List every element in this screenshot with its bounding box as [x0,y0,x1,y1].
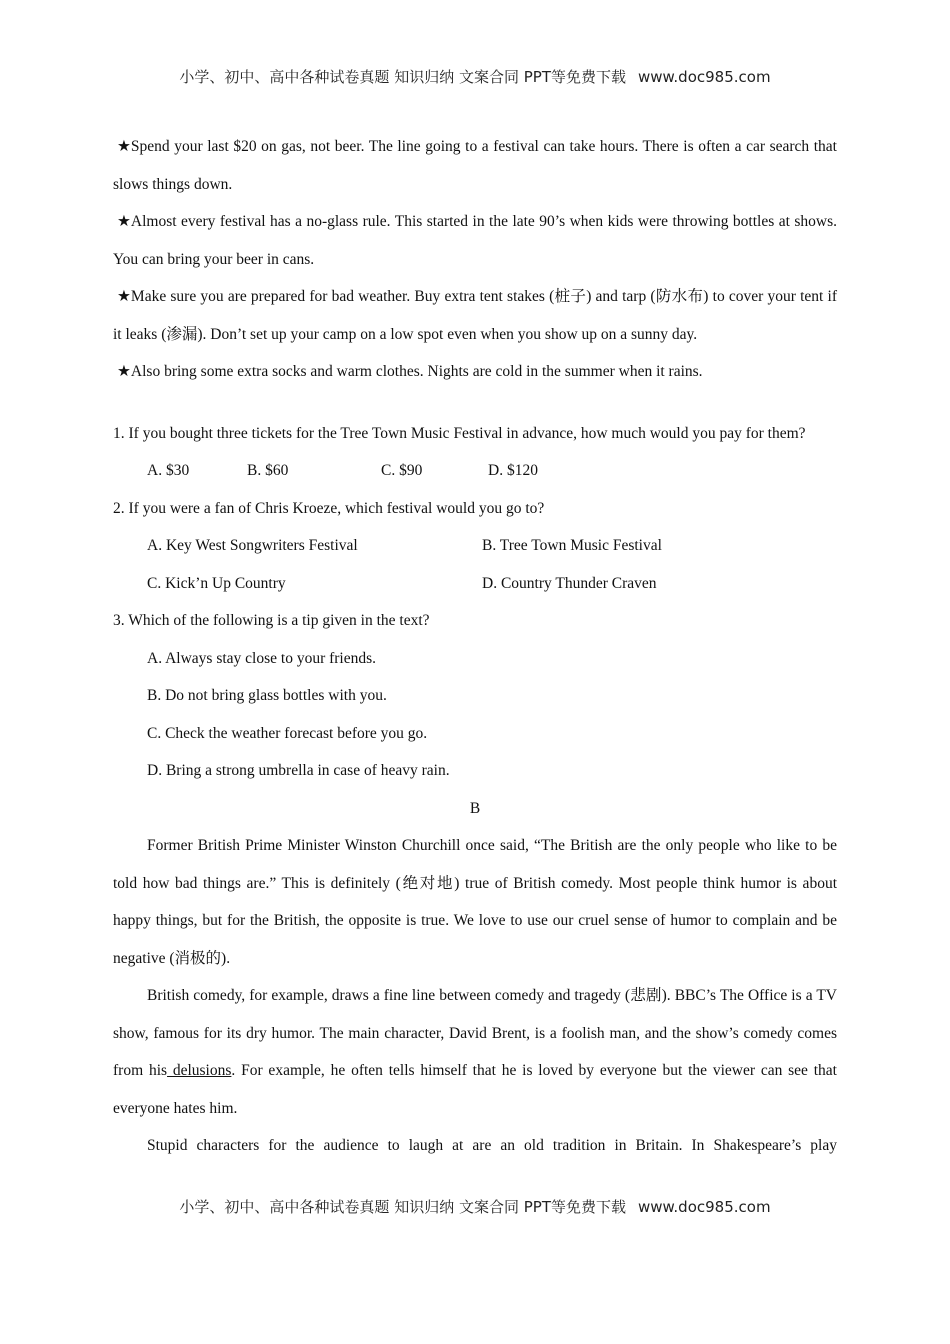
passage-paragraph-3: Stupid characters for the audience to laugh at are an old tradition in Britain. In Shakespeare’s play [147,1137,837,1154]
option-d: D. $120 [488,462,538,479]
option-b: B. $60 [247,462,289,479]
page-footer [0,1196,950,1217]
passage-paragraph-2 [113,977,837,1127]
question-3-options [147,640,837,790]
option-b: B. Do not bring glass bottles with you. [147,687,387,704]
star-icon: ★ [117,288,131,305]
tip-text: Spend your last $20 on gas, not beer. The line going to a festival can take hours. There is often a car search that slows things down. [113,138,837,193]
option-c: C. $90 [381,462,423,479]
document-body [113,128,837,1165]
question-1-stem: 1. If you bought three tickets for the Tree Town Music Festival in advance, how much would you pay for them? [113,424,806,442]
option-a: A. Key West Songwriters Festival [147,537,358,554]
tip-1 [113,128,837,203]
option-d: D. Country Thunder Craven [482,574,657,592]
option-a: A. $30 [147,462,190,479]
footer-text: 小学、初中、高中各种试卷真题 知识归纳 文案合同 PPT等免费下载 [179,1198,626,1216]
option-b: B. Tree Town Music Festival [482,537,662,554]
paragraph-text: British comedy, for example, draws a fine line between comedy and tragedy (悲剧). BBC’s The Office is a TV show, famous for its dry humor. The main character, David Brent, is a foolish man, and the show’s comedy comes from his [113,987,837,1079]
header-url[interactable]: www.doc985.com [637,68,771,86]
tip-text: Make sure you are prepared for bad weather. Buy extra tent stakes (桩子) and tarp (防水布) to cover your tent if it leaks (渗漏). Don’t set up your camp on a low spot even when you show up on a sunny day. [113,288,837,343]
footer-url[interactable]: www.doc985.com [637,1198,771,1216]
section-heading: B [469,799,481,817]
question-2-options [147,527,837,602]
passage-paragraph-1: Former British Prime Minister Winston Churchill once said, “The British are the only people who like to be told how bad things are.” This is definitely (绝对地) true of British comedy. Most people think humor is about happy things, but for the British, the opposite is true. We love to use our cruel sense of humor to complain and be negative (消极的). [113,837,837,967]
question-1-options [147,452,837,490]
tip-4 [113,353,837,391]
header-text: 小学、初中、高中各种试卷真题 知识归纳 文案合同 PPT等免费下载 [179,68,626,86]
underlined-word: delusions [167,1062,232,1079]
tip-3 [113,278,837,353]
question-2-stem: 2. If you were a fan of Chris Kroeze, which festival would you go to? [113,499,545,517]
paragraph-text: . For example, he often tells himself that he is loved by everyone but the viewer can see that everyone hates him. [113,1062,837,1117]
page-header [0,66,950,87]
tip-text: Also bring some extra socks and warm clothes. Nights are cold in the summer when it rains. [130,363,703,380]
question-3-stem: 3. Which of the following is a tip given in the text? [113,612,430,629]
star-icon: ★ [117,213,131,230]
tip-2 [113,203,837,278]
option-c: C. Kick’n Up Country [147,574,286,592]
option-d: D. Bring a strong umbrella in case of heavy rain. [147,762,450,779]
star-icon: ★ [117,138,131,155]
option-c: C. Check the weather forecast before you go. [147,724,428,742]
option-a: A. Always stay close to your friends. [147,649,377,667]
tip-text: Almost every festival has a no-glass rule. This started in the late 90’s when kids were throwing bottles at shows. You can bring your beer in cans. [113,213,837,268]
spacer [113,391,837,415]
star-icon: ★ [117,363,131,380]
